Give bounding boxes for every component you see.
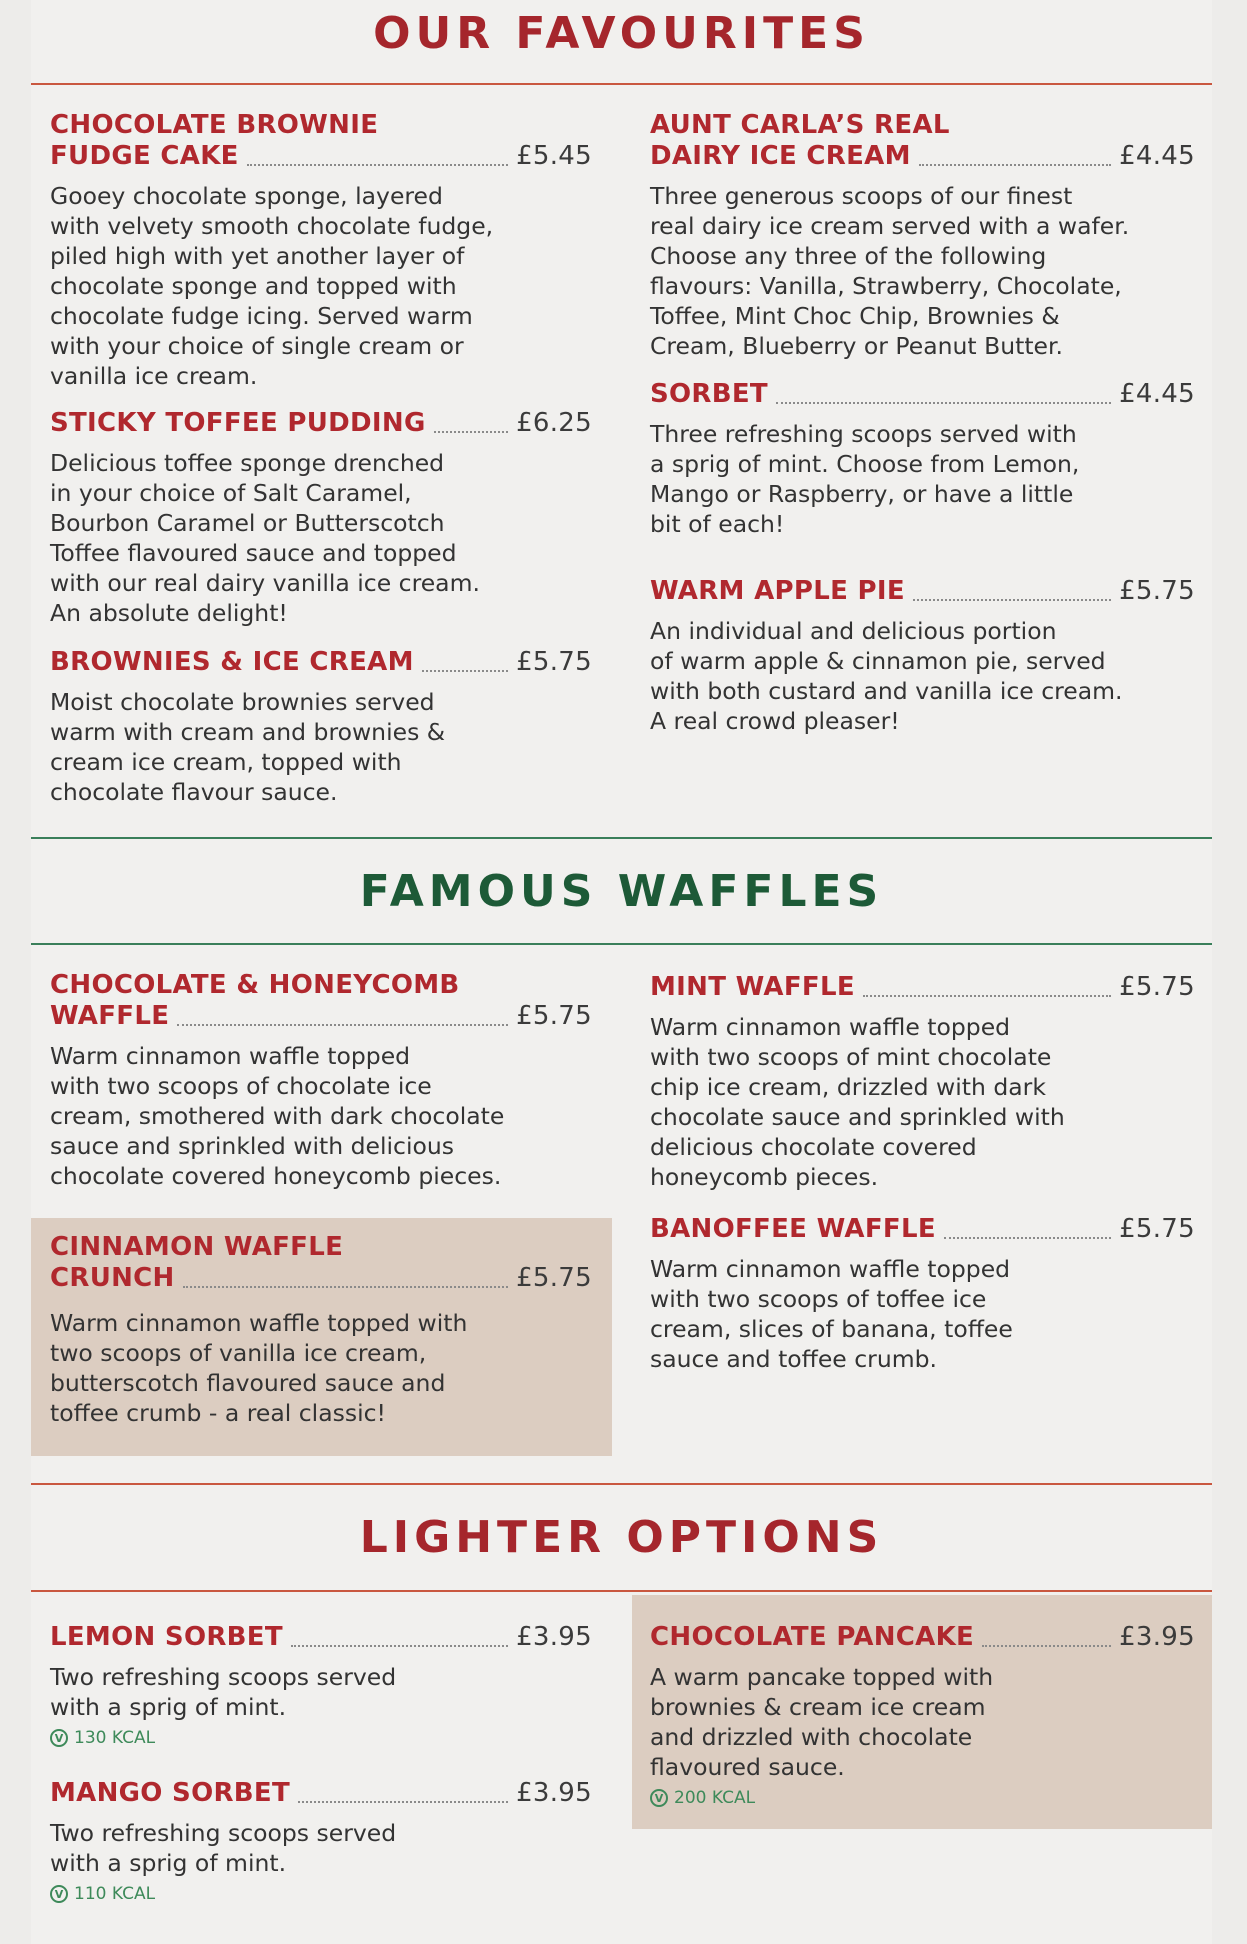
item-price: £3.95 [516, 1778, 592, 1808]
kcal-badge [50, 1728, 592, 1748]
section-divider [31, 837, 1212, 839]
item-title-line2: FUDGE CAKE [50, 141, 239, 171]
section-divider [31, 1590, 1212, 1592]
item-title-text: CHOCOLATE PANCAKE [650, 1622, 975, 1652]
item-title-text: MINT WAFFLE [650, 972, 855, 1002]
item-title [50, 647, 592, 678]
item-description: Gooey chocolate sponge, layered with velvety smooth chocolate fudge, piled high with yet another layer of chocolate sponge and topped with chocolate fudge icing. Served warm with your choice of single cream or vanilla ice cream. [50, 182, 494, 390]
menu-item-chocolate-honeycomb-waffle [50, 970, 592, 1191]
item-price: £5.45 [516, 141, 592, 171]
item-title-text: STICKY TOFFEE PUDDING [50, 408, 426, 438]
item-description: A warm pancake topped with brownies & cream ice cream and drizzled with chocolate flavoured sauce. [650, 1663, 994, 1781]
kcal-value: 200 KCAL [674, 1788, 756, 1808]
section-divider [31, 943, 1212, 945]
leader-dots [913, 599, 1111, 601]
item-price: £5.75 [516, 1001, 592, 1031]
item-description: Moist chocolate brownies served warm with cream and brownies & cream ice cream, topped with chocolate flavour sauce. [50, 688, 446, 806]
item-title-text: BANOFFEE WAFFLE [650, 1214, 936, 1244]
item-price: £4.45 [1119, 141, 1195, 171]
item-title-line1: CHOCOLATE BROWNIE [50, 110, 379, 140]
menu-item-sorbet [650, 379, 1195, 539]
leader-dots [776, 402, 1111, 404]
menu-item-mango-sorbet [50, 1778, 592, 1904]
vegetarian-leaf-icon: V [50, 1885, 68, 1903]
item-title [50, 408, 592, 439]
item-title [50, 110, 592, 172]
item-title-line1: CINNAMON WAFFLE [50, 1232, 344, 1262]
kcal-badge [650, 1788, 1195, 1808]
item-title [50, 1622, 592, 1653]
leader-dots [944, 1237, 1111, 1239]
menu-item-mint-waffle [650, 972, 1195, 1192]
item-description: Warm cinnamon waffle topped with two scoops of toffee ice cream, slices of banana, toffee sauce and toffee crumb. [650, 1255, 1013, 1373]
item-title [650, 576, 1195, 607]
section-divider [31, 83, 1212, 85]
item-title-line2: WAFFLE [50, 1001, 170, 1031]
kcal-value: 110 KCAL [74, 1884, 156, 1904]
item-title [650, 972, 1195, 1003]
leader-dots [291, 1645, 508, 1647]
leader-dots [247, 164, 508, 166]
item-price: £5.75 [1119, 1214, 1195, 1244]
leader-dots [982, 1645, 1111, 1647]
menu-item-chocolate-pancake [650, 1622, 1195, 1808]
vegetarian-leaf-icon: V [50, 1729, 68, 1747]
section-divider [31, 1483, 1212, 1485]
item-title-text: MANGO SORBET [50, 1778, 291, 1808]
item-title-text: LEMON SORBET [50, 1622, 283, 1652]
leader-dots [919, 164, 1111, 166]
item-description: Delicious toffee sponge drenched in your choice of Salt Caramel, Bourbon Caramel or Butterscotch Toffee flavoured sauce and topped with our real dairy vanilla ice cream. An absolute delight! [50, 449, 480, 627]
leader-dots [177, 1024, 508, 1026]
item-title [50, 970, 592, 1032]
leader-dots [863, 995, 1111, 997]
menu-item-sticky-toffee-pudding [50, 408, 592, 628]
item-description: Three refreshing scoops served with a sprig of mint. Choose from Lemon, Mango or Raspberry, or have a little bit of each! [650, 420, 1080, 538]
item-title-line2: CRUNCH [50, 1263, 175, 1293]
item-title [50, 1232, 592, 1294]
item-title-line1: AUNT CARLA’S REAL [650, 110, 950, 140]
item-price: £3.95 [516, 1622, 592, 1652]
item-description: Warm cinnamon waffle topped with two scoops of chocolate ice cream, smothered with dark chocolate sauce and sprinkled with delicious chocolate covered honeycomb pieces. [50, 1042, 505, 1190]
item-price: £4.45 [1119, 379, 1195, 409]
item-title [650, 1622, 1195, 1653]
section-heading-waffles: FAMOUS WAFFLES [359, 866, 884, 917]
item-title [50, 1778, 592, 1809]
kcal-badge [50, 1884, 592, 1904]
menu-item-chocolate-brownie-fudge-cake [50, 110, 592, 391]
menu-item-banoffee-waffle [650, 1214, 1195, 1374]
item-title-line2: DAIRY ICE CREAM [650, 141, 911, 171]
item-description: Warm cinnamon waffle topped with two scoops of mint chocolate chip ice cream, drizzled with dark chocolate sauce and sprinkled with delicious chocolate covered honeycomb pieces. [650, 1013, 1065, 1191]
menu-item-brownies-ice-cream [50, 647, 592, 807]
menu-item-warm-apple-pie [650, 576, 1195, 736]
item-description: Warm cinnamon waffle topped with two scoops of vanilla ice cream, butterscotch flavoured sauce and toffee crumb - a real classic! [50, 1309, 468, 1427]
item-description: Two refreshing scoops served with a sprig of mint. [50, 1819, 397, 1877]
item-description: An individual and delicious portion of warm apple & cinnamon pie, served with both custard and vanilla ice cream. A real crowd pleaser! [650, 617, 1123, 735]
item-price: £5.75 [516, 647, 592, 677]
item-title-text: WARM APPLE PIE [650, 576, 905, 606]
leader-dots [183, 1286, 508, 1288]
section-heading-favourites: OUR FAVOURITES [373, 8, 870, 59]
item-price: £5.75 [1119, 972, 1195, 1002]
kcal-value: 130 KCAL [74, 1728, 156, 1748]
menu-item-aunt-carlas-ice-cream [650, 110, 1195, 361]
vegetarian-leaf-icon: V [650, 1789, 668, 1807]
menu-item-cinnamon-waffle-crunch [50, 1232, 592, 1428]
item-title [650, 379, 1195, 410]
item-title-text: BROWNIES & ICE CREAM [50, 647, 414, 677]
item-description: Two refreshing scoops served with a sprig of mint. [50, 1663, 397, 1721]
item-title-text: SORBET [650, 379, 768, 409]
item-title [650, 110, 1195, 172]
item-price: £5.75 [516, 1263, 592, 1293]
item-title [650, 1214, 1195, 1245]
item-description: Three generous scoops of our finest real dairy ice cream served with a wafer. Choose any three of the following flavours: Vanilla, Strawberry, Chocolate, Toffee, Mint Choc Chip, Brownies & Cream, Blueberry or Peanut Butter. [650, 182, 1130, 360]
leader-dots [434, 431, 508, 433]
leader-dots [298, 1801, 508, 1803]
item-price: £6.25 [516, 408, 592, 438]
section-heading-lighter: LIGHTER OPTIONS [359, 1512, 884, 1563]
leader-dots [422, 670, 508, 672]
menu-item-lemon-sorbet [50, 1622, 592, 1748]
item-title-line1: CHOCOLATE & HONEYCOMB [50, 970, 460, 1000]
item-price: £3.95 [1119, 1622, 1195, 1652]
item-price: £5.75 [1119, 576, 1195, 606]
